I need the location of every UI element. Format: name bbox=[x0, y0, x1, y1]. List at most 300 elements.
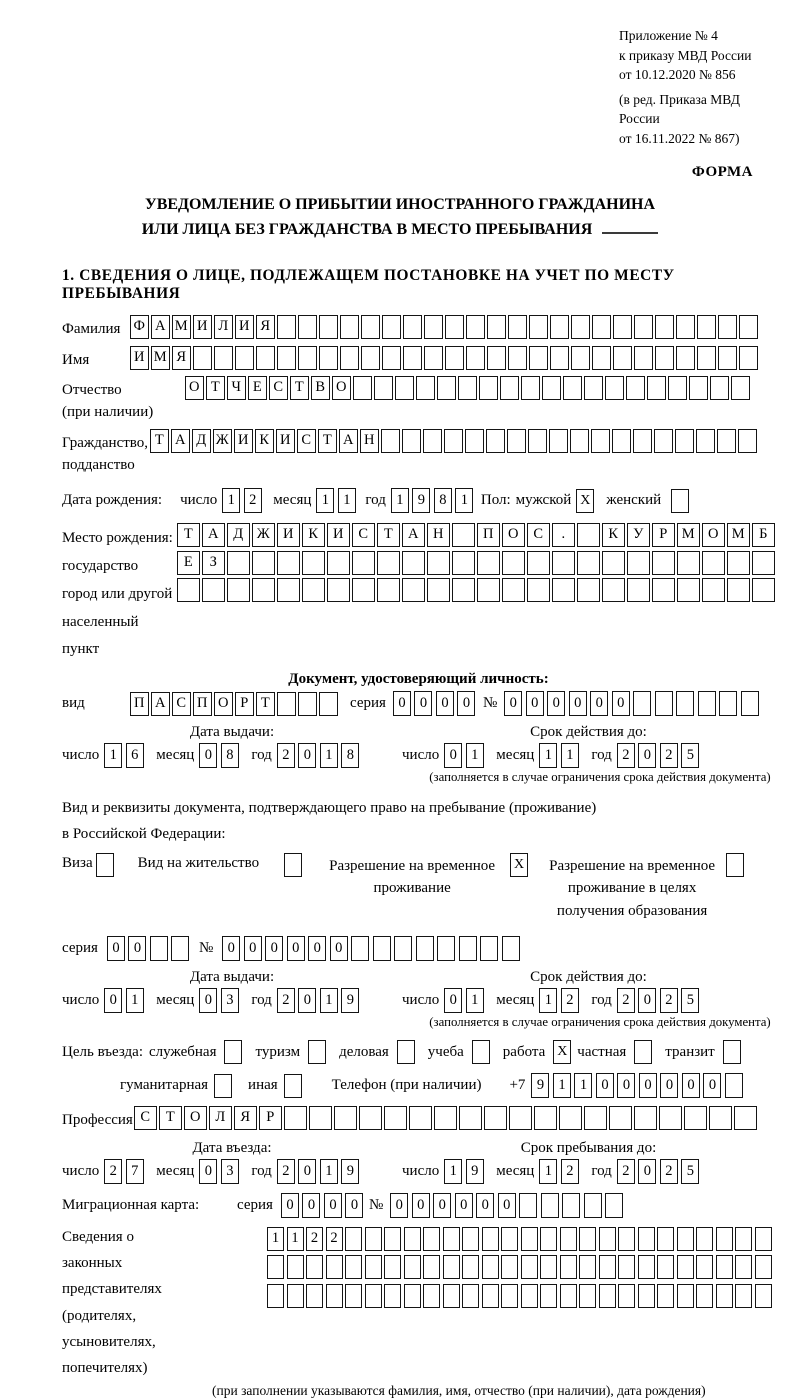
migration-series-cells[interactable] bbox=[281, 1193, 367, 1218]
char-cell[interactable]: 1 bbox=[539, 1159, 557, 1184]
char-cell[interactable] bbox=[361, 315, 380, 339]
resid-number-cells[interactable] bbox=[222, 936, 523, 961]
char-cell[interactable] bbox=[382, 315, 401, 339]
char-cell[interactable] bbox=[731, 376, 750, 400]
char-cell[interactable] bbox=[452, 523, 475, 547]
char-cell[interactable]: 0 bbox=[444, 743, 462, 768]
char-cell[interactable]: 0 bbox=[504, 691, 522, 716]
purpose-chastnaya-checkbox[interactable] bbox=[634, 1040, 652, 1064]
char-cell[interactable]: 0 bbox=[639, 1073, 657, 1098]
char-cell[interactable]: 0 bbox=[393, 691, 411, 716]
char-cell[interactable] bbox=[571, 346, 590, 370]
char-cell[interactable] bbox=[552, 578, 575, 602]
char-cell[interactable] bbox=[613, 315, 632, 339]
char-cell[interactable] bbox=[609, 1106, 632, 1130]
char-cell[interactable]: 0 bbox=[414, 691, 432, 716]
resid-issue-year-cells[interactable] bbox=[277, 988, 363, 1013]
char-cell[interactable]: 0 bbox=[298, 743, 316, 768]
char-cell[interactable] bbox=[577, 551, 600, 575]
char-cell[interactable]: 2 bbox=[617, 988, 635, 1013]
char-cell[interactable] bbox=[677, 1284, 694, 1308]
char-cell[interactable]: 2 bbox=[104, 1159, 122, 1184]
char-cell[interactable] bbox=[739, 315, 758, 339]
char-cell[interactable]: Т bbox=[177, 523, 200, 547]
temp-permit-checkbox[interactable]: X bbox=[510, 853, 528, 877]
char-cell[interactable]: 1 bbox=[287, 1227, 304, 1251]
char-cell[interactable]: У bbox=[627, 523, 650, 547]
char-cell[interactable] bbox=[452, 551, 475, 575]
char-cell[interactable]: 1 bbox=[338, 488, 356, 513]
char-cell[interactable]: 1 bbox=[104, 743, 122, 768]
char-cell[interactable] bbox=[227, 578, 250, 602]
char-cell[interactable] bbox=[482, 1227, 499, 1251]
char-cell[interactable] bbox=[284, 1106, 307, 1130]
char-cell[interactable]: Ж bbox=[213, 429, 232, 453]
char-cell[interactable]: Я bbox=[234, 1106, 257, 1130]
char-cell[interactable] bbox=[579, 1227, 596, 1251]
char-cell[interactable] bbox=[735, 1255, 752, 1279]
char-cell[interactable] bbox=[287, 1284, 304, 1308]
char-cell[interactable] bbox=[634, 346, 653, 370]
char-cell[interactable] bbox=[365, 1227, 382, 1251]
char-cell[interactable] bbox=[570, 429, 589, 453]
char-cell[interactable] bbox=[502, 551, 525, 575]
char-cell[interactable]: 0 bbox=[287, 936, 305, 961]
char-cell[interactable]: 3 bbox=[221, 1159, 239, 1184]
char-cell[interactable]: Я bbox=[256, 315, 275, 339]
char-cell[interactable] bbox=[519, 1193, 537, 1218]
char-cell[interactable] bbox=[345, 1227, 362, 1251]
char-cell[interactable]: 5 bbox=[681, 988, 699, 1013]
char-cell[interactable] bbox=[562, 1193, 580, 1218]
char-cell[interactable] bbox=[487, 315, 506, 339]
char-cell[interactable]: 2 bbox=[617, 743, 635, 768]
char-cell[interactable]: 5 bbox=[681, 743, 699, 768]
char-cell[interactable]: 1 bbox=[320, 988, 338, 1013]
legal-cells-row1[interactable] bbox=[267, 1227, 774, 1251]
char-cell[interactable]: Л bbox=[214, 315, 233, 339]
char-cell[interactable] bbox=[466, 346, 485, 370]
char-cell[interactable] bbox=[352, 578, 375, 602]
char-cell[interactable]: Т bbox=[150, 429, 169, 453]
birthplace-cells-row1[interactable] bbox=[177, 523, 777, 547]
char-cell[interactable] bbox=[298, 346, 317, 370]
id-series-cells[interactable] bbox=[393, 691, 479, 716]
char-cell[interactable]: 8 bbox=[434, 488, 452, 513]
char-cell[interactable] bbox=[452, 578, 475, 602]
char-cell[interactable] bbox=[424, 346, 443, 370]
char-cell[interactable] bbox=[591, 429, 610, 453]
char-cell[interactable] bbox=[657, 1255, 674, 1279]
purpose-rabota-checkbox[interactable]: X bbox=[553, 1040, 571, 1064]
char-cell[interactable] bbox=[424, 315, 443, 339]
char-cell[interactable]: И bbox=[277, 523, 300, 547]
legal-cells-row3[interactable] bbox=[267, 1284, 774, 1308]
char-cell[interactable]: 1 bbox=[320, 743, 338, 768]
char-cell[interactable] bbox=[559, 1106, 582, 1130]
char-cell[interactable] bbox=[306, 1255, 323, 1279]
char-cell[interactable] bbox=[351, 936, 369, 961]
char-cell[interactable]: 0 bbox=[498, 1193, 516, 1218]
char-cell[interactable] bbox=[717, 429, 736, 453]
char-cell[interactable]: Б bbox=[752, 523, 775, 547]
char-cell[interactable] bbox=[384, 1106, 407, 1130]
char-cell[interactable] bbox=[657, 1227, 674, 1251]
char-cell[interactable] bbox=[633, 691, 651, 716]
char-cell[interactable] bbox=[326, 1255, 343, 1279]
char-cell[interactable] bbox=[404, 1284, 421, 1308]
char-cell[interactable] bbox=[477, 578, 500, 602]
char-cell[interactable] bbox=[252, 578, 275, 602]
char-cell[interactable]: К bbox=[302, 523, 325, 547]
char-cell[interactable] bbox=[626, 376, 645, 400]
char-cell[interactable] bbox=[529, 315, 548, 339]
char-cell[interactable] bbox=[579, 1255, 596, 1279]
char-cell[interactable] bbox=[599, 1255, 616, 1279]
char-cell[interactable]: С bbox=[269, 376, 288, 400]
birthplace-cells-row3[interactable] bbox=[177, 578, 777, 602]
char-cell[interactable] bbox=[702, 578, 725, 602]
char-cell[interactable] bbox=[277, 578, 300, 602]
char-cell[interactable]: 0 bbox=[302, 1193, 320, 1218]
char-cell[interactable]: 0 bbox=[412, 1193, 430, 1218]
char-cell[interactable] bbox=[381, 429, 400, 453]
char-cell[interactable]: 0 bbox=[660, 1073, 678, 1098]
char-cell[interactable]: О bbox=[184, 1106, 207, 1130]
char-cell[interactable] bbox=[193, 346, 212, 370]
char-cell[interactable]: 0 bbox=[199, 743, 217, 768]
char-cell[interactable] bbox=[735, 1227, 752, 1251]
char-cell[interactable]: Т bbox=[159, 1106, 182, 1130]
char-cell[interactable] bbox=[752, 578, 775, 602]
char-cell[interactable]: 2 bbox=[660, 988, 678, 1013]
char-cell[interactable]: С bbox=[134, 1106, 157, 1130]
char-cell[interactable]: А bbox=[339, 429, 358, 453]
char-cell[interactable]: 1 bbox=[444, 1159, 462, 1184]
char-cell[interactable] bbox=[309, 1106, 332, 1130]
char-cell[interactable] bbox=[563, 376, 582, 400]
char-cell[interactable] bbox=[540, 1284, 557, 1308]
purpose-delovaya-checkbox[interactable] bbox=[397, 1040, 415, 1064]
char-cell[interactable] bbox=[458, 376, 477, 400]
char-cell[interactable] bbox=[618, 1227, 635, 1251]
id-issue-month-cells[interactable] bbox=[199, 743, 242, 768]
purpose-tranzit-checkbox[interactable] bbox=[723, 1040, 741, 1064]
char-cell[interactable]: К bbox=[602, 523, 625, 547]
char-cell[interactable] bbox=[592, 315, 611, 339]
char-cell[interactable]: Д bbox=[192, 429, 211, 453]
char-cell[interactable] bbox=[584, 1106, 607, 1130]
char-cell[interactable] bbox=[507, 429, 526, 453]
char-cell[interactable]: 2 bbox=[277, 743, 295, 768]
char-cell[interactable]: П bbox=[130, 692, 149, 716]
char-cell[interactable]: С bbox=[297, 429, 316, 453]
char-cell[interactable] bbox=[423, 1227, 440, 1251]
char-cell[interactable] bbox=[500, 376, 519, 400]
char-cell[interactable] bbox=[696, 1227, 713, 1251]
char-cell[interactable]: Ч bbox=[227, 376, 246, 400]
char-cell[interactable]: Ж bbox=[252, 523, 275, 547]
char-cell[interactable] bbox=[277, 551, 300, 575]
resid-valid-month-cells[interactable] bbox=[539, 988, 582, 1013]
char-cell[interactable] bbox=[502, 578, 525, 602]
char-cell[interactable]: 1 bbox=[561, 743, 579, 768]
id-number-cells[interactable] bbox=[504, 691, 762, 716]
char-cell[interactable] bbox=[677, 551, 700, 575]
char-cell[interactable] bbox=[529, 346, 548, 370]
char-cell[interactable] bbox=[521, 376, 540, 400]
char-cell[interactable] bbox=[267, 1284, 284, 1308]
char-cell[interactable]: М bbox=[677, 523, 700, 547]
char-cell[interactable] bbox=[527, 551, 550, 575]
char-cell[interactable]: 0 bbox=[265, 936, 283, 961]
char-cell[interactable]: 0 bbox=[222, 936, 240, 961]
char-cell[interactable] bbox=[235, 346, 254, 370]
char-cell[interactable]: З bbox=[202, 551, 225, 575]
residence-permit-checkbox[interactable] bbox=[284, 853, 302, 877]
char-cell[interactable] bbox=[150, 936, 168, 961]
char-cell[interactable] bbox=[361, 346, 380, 370]
char-cell[interactable]: 1 bbox=[539, 743, 557, 768]
char-cell[interactable]: 2 bbox=[617, 1159, 635, 1184]
char-cell[interactable]: Т bbox=[377, 523, 400, 547]
char-cell[interactable] bbox=[373, 936, 391, 961]
char-cell[interactable]: 1 bbox=[126, 988, 144, 1013]
char-cell[interactable]: 1 bbox=[316, 488, 334, 513]
char-cell[interactable] bbox=[177, 578, 200, 602]
id-valid-day-cells[interactable] bbox=[444, 743, 487, 768]
char-cell[interactable]: 8 bbox=[221, 743, 239, 768]
char-cell[interactable] bbox=[327, 551, 350, 575]
citizenship-cells[interactable] bbox=[150, 429, 759, 453]
char-cell[interactable]: 0 bbox=[444, 988, 462, 1013]
sex-female-checkbox[interactable] bbox=[671, 489, 689, 513]
char-cell[interactable] bbox=[509, 1106, 532, 1130]
char-cell[interactable] bbox=[697, 346, 716, 370]
char-cell[interactable] bbox=[479, 376, 498, 400]
char-cell[interactable] bbox=[443, 1255, 460, 1279]
char-cell[interactable]: 0 bbox=[590, 691, 608, 716]
char-cell[interactable] bbox=[416, 936, 434, 961]
char-cell[interactable]: М bbox=[151, 346, 170, 370]
char-cell[interactable]: 0 bbox=[476, 1193, 494, 1218]
char-cell[interactable] bbox=[374, 376, 393, 400]
char-cell[interactable] bbox=[202, 578, 225, 602]
char-cell[interactable]: 1 bbox=[455, 488, 473, 513]
char-cell[interactable] bbox=[727, 551, 750, 575]
char-cell[interactable] bbox=[755, 1284, 772, 1308]
char-cell[interactable]: 0 bbox=[324, 1193, 342, 1218]
char-cell[interactable] bbox=[577, 578, 600, 602]
char-cell[interactable] bbox=[719, 691, 737, 716]
char-cell[interactable] bbox=[571, 315, 590, 339]
char-cell[interactable]: 9 bbox=[341, 988, 359, 1013]
char-cell[interactable] bbox=[618, 1255, 635, 1279]
char-cell[interactable]: 0 bbox=[638, 1159, 656, 1184]
char-cell[interactable]: А bbox=[202, 523, 225, 547]
char-cell[interactable] bbox=[326, 1284, 343, 1308]
char-cell[interactable]: Л bbox=[209, 1106, 232, 1130]
char-cell[interactable]: О bbox=[332, 376, 351, 400]
char-cell[interactable] bbox=[403, 315, 422, 339]
id-kind-cells[interactable] bbox=[130, 692, 340, 716]
char-cell[interactable] bbox=[696, 429, 715, 453]
char-cell[interactable] bbox=[560, 1227, 577, 1251]
char-cell[interactable] bbox=[696, 1255, 713, 1279]
char-cell[interactable]: И bbox=[276, 429, 295, 453]
char-cell[interactable]: 1 bbox=[391, 488, 409, 513]
char-cell[interactable]: Т bbox=[290, 376, 309, 400]
char-cell[interactable]: 0 bbox=[128, 936, 146, 961]
char-cell[interactable]: 9 bbox=[531, 1073, 549, 1098]
char-cell[interactable] bbox=[353, 376, 372, 400]
purpose-inaya-checkbox[interactable] bbox=[284, 1074, 302, 1098]
char-cell[interactable] bbox=[377, 578, 400, 602]
char-cell[interactable] bbox=[444, 429, 463, 453]
char-cell[interactable]: К bbox=[255, 429, 274, 453]
char-cell[interactable] bbox=[560, 1255, 577, 1279]
char-cell[interactable] bbox=[502, 936, 520, 961]
char-cell[interactable] bbox=[718, 346, 737, 370]
char-cell[interactable]: 9 bbox=[341, 1159, 359, 1184]
char-cell[interactable] bbox=[584, 376, 603, 400]
char-cell[interactable] bbox=[277, 692, 296, 716]
char-cell[interactable] bbox=[345, 1255, 362, 1279]
char-cell[interactable]: А bbox=[402, 523, 425, 547]
char-cell[interactable] bbox=[592, 346, 611, 370]
char-cell[interactable]: И bbox=[235, 315, 254, 339]
char-cell[interactable]: О bbox=[702, 523, 725, 547]
char-cell[interactable] bbox=[668, 376, 687, 400]
char-cell[interactable] bbox=[734, 1106, 757, 1130]
char-cell[interactable] bbox=[689, 376, 708, 400]
char-cell[interactable] bbox=[480, 936, 498, 961]
char-cell[interactable]: 2 bbox=[277, 988, 295, 1013]
char-cell[interactable] bbox=[638, 1227, 655, 1251]
char-cell[interactable] bbox=[306, 1284, 323, 1308]
char-cell[interactable]: Р bbox=[235, 692, 254, 716]
char-cell[interactable] bbox=[319, 692, 338, 716]
char-cell[interactable]: А bbox=[171, 429, 190, 453]
char-cell[interactable]: 0 bbox=[330, 936, 348, 961]
visa-checkbox[interactable] bbox=[96, 853, 114, 877]
char-cell[interactable]: М bbox=[727, 523, 750, 547]
char-cell[interactable]: С bbox=[172, 692, 191, 716]
char-cell[interactable]: 2 bbox=[561, 1159, 579, 1184]
char-cell[interactable] bbox=[634, 1106, 657, 1130]
resid-issue-day-cells[interactable] bbox=[104, 988, 147, 1013]
char-cell[interactable] bbox=[710, 376, 729, 400]
char-cell[interactable] bbox=[618, 1284, 635, 1308]
char-cell[interactable] bbox=[340, 315, 359, 339]
char-cell[interactable] bbox=[340, 346, 359, 370]
char-cell[interactable] bbox=[627, 551, 650, 575]
char-cell[interactable] bbox=[403, 346, 422, 370]
char-cell[interactable]: О bbox=[502, 523, 525, 547]
char-cell[interactable]: 1 bbox=[222, 488, 240, 513]
char-cell[interactable] bbox=[638, 1284, 655, 1308]
char-cell[interactable] bbox=[402, 578, 425, 602]
char-cell[interactable]: 0 bbox=[703, 1073, 721, 1098]
char-cell[interactable]: Р bbox=[259, 1106, 282, 1130]
char-cell[interactable]: И bbox=[327, 523, 350, 547]
char-cell[interactable] bbox=[434, 1106, 457, 1130]
char-cell[interactable]: 2 bbox=[326, 1227, 343, 1251]
char-cell[interactable] bbox=[542, 376, 561, 400]
char-cell[interactable] bbox=[427, 551, 450, 575]
char-cell[interactable] bbox=[579, 1284, 596, 1308]
char-cell[interactable]: 0 bbox=[526, 691, 544, 716]
char-cell[interactable]: Т bbox=[206, 376, 225, 400]
char-cell[interactable]: П bbox=[477, 523, 500, 547]
legal-cells-row2[interactable] bbox=[267, 1255, 774, 1279]
migration-number-cells[interactable] bbox=[390, 1193, 627, 1218]
char-cell[interactable] bbox=[634, 315, 653, 339]
char-cell[interactable] bbox=[647, 376, 666, 400]
purpose-turizm-checkbox[interactable] bbox=[308, 1040, 326, 1064]
char-cell[interactable] bbox=[466, 315, 485, 339]
char-cell[interactable] bbox=[256, 346, 275, 370]
char-cell[interactable] bbox=[655, 315, 674, 339]
char-cell[interactable] bbox=[302, 578, 325, 602]
char-cell[interactable] bbox=[550, 346, 569, 370]
char-cell[interactable] bbox=[716, 1284, 733, 1308]
char-cell[interactable] bbox=[445, 315, 464, 339]
char-cell[interactable]: 2 bbox=[277, 1159, 295, 1184]
char-cell[interactable] bbox=[404, 1227, 421, 1251]
char-cell[interactable] bbox=[277, 315, 296, 339]
char-cell[interactable]: Н bbox=[360, 429, 379, 453]
char-cell[interactable]: 1 bbox=[553, 1073, 571, 1098]
char-cell[interactable] bbox=[501, 1255, 518, 1279]
char-cell[interactable] bbox=[409, 1106, 432, 1130]
resid-issue-month-cells[interactable] bbox=[199, 988, 242, 1013]
char-cell[interactable]: О bbox=[214, 692, 233, 716]
char-cell[interactable]: О bbox=[185, 376, 204, 400]
char-cell[interactable] bbox=[521, 1255, 538, 1279]
char-cell[interactable]: 0 bbox=[547, 691, 565, 716]
char-cell[interactable]: 0 bbox=[638, 743, 656, 768]
char-cell[interactable] bbox=[521, 1227, 538, 1251]
id-valid-year-cells[interactable] bbox=[617, 743, 703, 768]
char-cell[interactable]: 0 bbox=[281, 1193, 299, 1218]
char-cell[interactable] bbox=[459, 1106, 482, 1130]
char-cell[interactable] bbox=[599, 1284, 616, 1308]
char-cell[interactable] bbox=[727, 578, 750, 602]
char-cell[interactable] bbox=[577, 523, 600, 547]
char-cell[interactable] bbox=[677, 1255, 694, 1279]
char-cell[interactable] bbox=[384, 1227, 401, 1251]
char-cell[interactable] bbox=[676, 346, 695, 370]
char-cell[interactable] bbox=[584, 1193, 602, 1218]
char-cell[interactable]: 0 bbox=[199, 1159, 217, 1184]
char-cell[interactable]: 0 bbox=[617, 1073, 635, 1098]
char-cell[interactable] bbox=[437, 936, 455, 961]
char-cell[interactable]: И bbox=[234, 429, 253, 453]
char-cell[interactable]: 0 bbox=[638, 988, 656, 1013]
char-cell[interactable] bbox=[423, 1255, 440, 1279]
id-issue-year-cells[interactable] bbox=[277, 743, 363, 768]
char-cell[interactable] bbox=[252, 551, 275, 575]
surname-cells[interactable] bbox=[130, 315, 760, 339]
char-cell[interactable] bbox=[334, 1106, 357, 1130]
char-cell[interactable]: 7 bbox=[126, 1159, 144, 1184]
char-cell[interactable] bbox=[377, 551, 400, 575]
char-cell[interactable] bbox=[484, 1106, 507, 1130]
char-cell[interactable]: 0 bbox=[612, 691, 630, 716]
char-cell[interactable] bbox=[404, 1255, 421, 1279]
char-cell[interactable] bbox=[445, 346, 464, 370]
